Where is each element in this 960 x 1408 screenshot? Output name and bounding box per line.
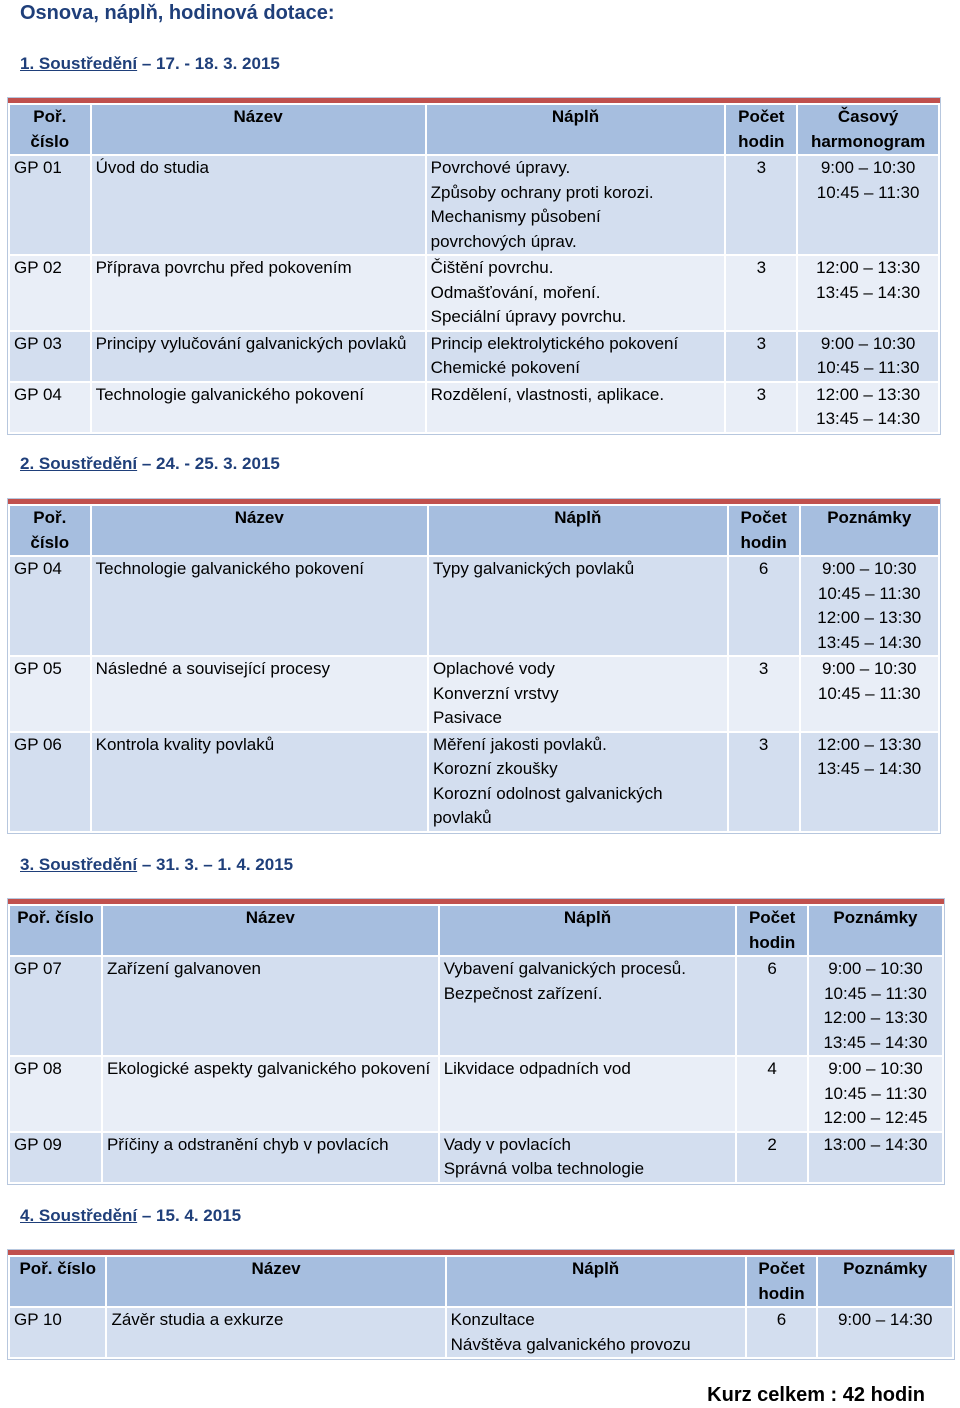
section-1-dates: 17. - 18. 3. 2015 bbox=[156, 54, 280, 73]
column-header: Poř. číslo bbox=[10, 906, 101, 955]
schedule-line: 9:00 – 10:30 bbox=[821, 559, 917, 578]
column-header: Počet hodin bbox=[729, 506, 799, 555]
row-hours: 6 bbox=[729, 557, 799, 655]
table-row bbox=[10, 657, 938, 731]
row-hours: 3 bbox=[726, 383, 796, 432]
content-line: Vady v povlacích bbox=[443, 1134, 571, 1154]
column-header: Název bbox=[107, 1257, 444, 1306]
row-hours: 4 bbox=[737, 1057, 807, 1131]
schedule-line: 10:45 – 11:30 bbox=[816, 182, 920, 202]
column-header: Poř. číslo bbox=[10, 1257, 105, 1306]
row-name: Kontrola kvality povlaků bbox=[92, 733, 427, 831]
schedule-line: 13:45 – 14:30 bbox=[817, 632, 922, 652]
schedule-line: 13:45 – 14:30 bbox=[823, 1032, 928, 1052]
content-line: Návštěva galvanického provozu bbox=[450, 1334, 691, 1354]
row-content bbox=[429, 557, 727, 655]
row-code: GP 01 bbox=[10, 156, 90, 254]
row-schedule bbox=[818, 1308, 952, 1357]
page-title: Osnova, náplň, hodinová dotace: bbox=[20, 2, 335, 24]
row-hours: 6 bbox=[737, 957, 807, 1055]
table-row bbox=[10, 256, 938, 330]
column-header: Počet hodin bbox=[747, 1257, 817, 1306]
row-code: GP 08 bbox=[10, 1057, 101, 1131]
schedule-line: 12:00 – 13:30 bbox=[817, 608, 922, 627]
content-line: Měření jakosti povlaků. bbox=[432, 734, 607, 754]
schedule-line: 12:00 – 13:30 bbox=[816, 384, 921, 404]
content-line: Chemické pokovení bbox=[430, 358, 580, 377]
row-content bbox=[440, 1133, 736, 1182]
content-line: Rozdělení, vlastnosti, aplikace. bbox=[430, 384, 665, 404]
column-header: Poznámky bbox=[809, 906, 942, 955]
column-header: Náplň bbox=[447, 1257, 745, 1306]
section-4-table bbox=[8, 1250, 954, 1359]
schedule-line: 13:45 – 14:30 bbox=[817, 759, 922, 778]
row-content bbox=[440, 957, 736, 1055]
content-line: Bezpečnost zařízení. bbox=[443, 983, 603, 1003]
section-4-heading: 4. Soustředění – 15. 4. 2015 bbox=[20, 1206, 242, 1225]
row-content bbox=[427, 383, 725, 432]
row-hours: 3 bbox=[726, 332, 796, 381]
header-row bbox=[10, 1257, 952, 1306]
schedule-line: 10:45 – 11:30 bbox=[816, 358, 920, 377]
content-line: Princip elektrolytického pokovení bbox=[430, 333, 679, 353]
schedule-line: 12:00 – 13:30 bbox=[817, 734, 922, 754]
schedule-line: 9:00 – 10:30 bbox=[821, 659, 917, 678]
column-header: Počet hodin bbox=[737, 906, 807, 955]
schedule-line: 9:00 – 10:30 bbox=[820, 333, 916, 353]
column-header: Náplň bbox=[429, 506, 727, 555]
content-line: Konverzní vrstvy bbox=[432, 683, 559, 703]
row-name: Úvod do studia bbox=[92, 156, 425, 254]
row-hours: 3 bbox=[726, 156, 796, 254]
row-schedule bbox=[798, 156, 938, 254]
content-line: Povrchové úpravy. bbox=[430, 158, 571, 177]
schedule-line: 9:00 – 10:30 bbox=[828, 1059, 923, 1078]
row-code: GP 04 bbox=[10, 557, 90, 655]
row-schedule bbox=[809, 1057, 942, 1131]
content-line: Vybavení galvanických procesů. bbox=[443, 959, 686, 978]
row-code: GP 04 bbox=[10, 383, 90, 432]
table-row bbox=[10, 1133, 942, 1182]
row-name: Závěr studia a exkurze bbox=[107, 1308, 444, 1357]
row-name: Principy vylučování galvanických povlaků bbox=[92, 332, 425, 381]
column-header: Název bbox=[92, 105, 425, 154]
schedule-line: 12:00 – 13:30 bbox=[816, 258, 921, 277]
column-header: Poznámky bbox=[801, 506, 939, 555]
section-4-dates: 15. 4. 2015 bbox=[156, 1206, 242, 1225]
row-code: GP 02 bbox=[10, 256, 90, 330]
content-line: Správná volba technologie bbox=[443, 1159, 645, 1178]
row-name: Technologie galvanického pokovení bbox=[92, 557, 427, 655]
header-row bbox=[10, 506, 938, 555]
row-code: GP 07 bbox=[10, 957, 101, 1055]
column-header: Náplň bbox=[440, 906, 736, 955]
row-schedule bbox=[798, 256, 938, 330]
row-hours: 3 bbox=[726, 256, 796, 330]
section-3-table bbox=[8, 899, 944, 1184]
column-header: Název bbox=[92, 506, 427, 555]
schedule-line: 9:00 – 10:30 bbox=[820, 158, 916, 177]
row-schedule bbox=[801, 733, 939, 831]
table-row bbox=[10, 332, 938, 381]
schedule-line: 10:45 – 11:30 bbox=[817, 683, 921, 703]
column-header: Počet hodin bbox=[726, 105, 796, 154]
column-header: Náplň bbox=[427, 105, 725, 154]
section-4-label: 4. Soustředění bbox=[20, 1206, 138, 1225]
course-total: Kurz celkem : 42 hodin bbox=[707, 1384, 925, 1406]
row-content bbox=[429, 657, 727, 731]
section-3-label: 3. Soustředění bbox=[20, 855, 138, 874]
schedule-line: 10:45 – 11:30 bbox=[824, 983, 927, 1003]
section-3-dates: 31. 3. – 1. 4. 2015 bbox=[156, 855, 294, 874]
row-code: GP 03 bbox=[10, 332, 90, 381]
column-header: Název bbox=[103, 906, 438, 955]
row-hours: 6 bbox=[747, 1308, 817, 1357]
content-line: Konzultace bbox=[450, 1310, 535, 1329]
row-content bbox=[427, 256, 725, 330]
column-header: Poř. číslo bbox=[10, 506, 90, 555]
row-content bbox=[427, 156, 725, 254]
row-schedule bbox=[801, 657, 939, 731]
content-line: Likvidace odpadních vod bbox=[443, 1059, 631, 1078]
schedule-line: 10:45 – 11:30 bbox=[824, 1083, 927, 1103]
table-row bbox=[10, 383, 938, 432]
row-name: Technologie galvanického pokovení bbox=[92, 383, 425, 432]
column-header: Poznámky bbox=[818, 1257, 952, 1306]
row-code: GP 06 bbox=[10, 733, 90, 831]
table-row bbox=[10, 733, 938, 831]
column-header: Poř. číslo bbox=[10, 105, 90, 154]
row-name: Následné a související procesy bbox=[92, 657, 427, 731]
table-row bbox=[10, 1308, 952, 1357]
row-name: Příčiny a odstranění chyb v povlacích bbox=[103, 1133, 438, 1182]
section-2-label: 2. Soustředění bbox=[20, 454, 138, 473]
row-schedule bbox=[798, 383, 938, 432]
row-name: Ekologické aspekty galvanického pokovení bbox=[103, 1057, 438, 1131]
section-1-table bbox=[8, 98, 940, 434]
row-content bbox=[440, 1057, 736, 1131]
row-hours: 3 bbox=[729, 657, 799, 731]
schedule-line: 9:00 – 14:30 bbox=[837, 1310, 933, 1329]
row-schedule bbox=[809, 957, 942, 1055]
schedule-line: 12:00 – 12:45 bbox=[823, 1108, 928, 1127]
content-line: Korozní zkoušky bbox=[432, 759, 558, 778]
table-row bbox=[10, 557, 938, 655]
content-line: Typy galvanických povlaků bbox=[432, 559, 635, 578]
row-content bbox=[447, 1308, 745, 1357]
content-line: Čištění povrchu. bbox=[430, 258, 554, 277]
content-line: Oplachové vody bbox=[432, 659, 555, 678]
schedule-line: 13:45 – 14:30 bbox=[816, 282, 921, 302]
schedule-line: 13:45 – 14:30 bbox=[816, 409, 921, 428]
content-line: povrchových úprav. bbox=[430, 231, 577, 251]
schedule-line: 13:00 – 14:30 bbox=[823, 1134, 928, 1154]
schedule-line: 10:45 – 11:30 bbox=[817, 583, 921, 603]
row-name: Příprava povrchu před pokovením bbox=[92, 256, 425, 330]
content-line: Odmašťování, moření. bbox=[430, 282, 601, 302]
section-1-heading: 1. Soustředění – 17. - 18. 3. 2015 bbox=[20, 54, 280, 73]
header-row bbox=[10, 105, 938, 154]
content-line: Mechanismy působení bbox=[430, 207, 601, 226]
content-line: Korozní odolnost galvanických bbox=[432, 783, 663, 803]
table-row bbox=[10, 1057, 942, 1131]
column-header: Časový harmonogram bbox=[798, 105, 938, 154]
table-row bbox=[10, 156, 938, 254]
content-line: povlaků bbox=[432, 808, 492, 827]
section-2-dates: 24. - 25. 3. 2015 bbox=[156, 454, 280, 473]
row-content bbox=[429, 733, 727, 831]
row-content bbox=[427, 332, 725, 381]
row-code: GP 09 bbox=[10, 1133, 101, 1182]
row-hours: 3 bbox=[729, 733, 799, 831]
table-row bbox=[10, 957, 942, 1055]
content-line: Pasivace bbox=[432, 708, 502, 727]
section-1-label: 1. Soustředění bbox=[20, 54, 138, 73]
section-2-heading: 2. Soustředění – 24. - 25. 3. 2015 bbox=[20, 454, 280, 473]
row-schedule bbox=[801, 557, 939, 655]
row-name: Zařízení galvanoven bbox=[103, 957, 438, 1055]
row-hours: 2 bbox=[737, 1133, 807, 1182]
row-schedule bbox=[809, 1133, 942, 1182]
row-schedule bbox=[798, 332, 938, 381]
schedule-line: 12:00 – 13:30 bbox=[823, 1008, 928, 1027]
content-line: Způsoby ochrany proti korozi. bbox=[430, 182, 654, 202]
schedule-line: 9:00 – 10:30 bbox=[828, 959, 923, 978]
row-code: GP 10 bbox=[10, 1308, 105, 1357]
row-code: GP 05 bbox=[10, 657, 90, 731]
section-2-table bbox=[8, 499, 940, 833]
content-line: Speciální úpravy povrchu. bbox=[430, 307, 627, 326]
header-row bbox=[10, 906, 942, 955]
section-3-heading: 3. Soustředění – 31. 3. – 1. 4. 2015 bbox=[20, 855, 294, 874]
